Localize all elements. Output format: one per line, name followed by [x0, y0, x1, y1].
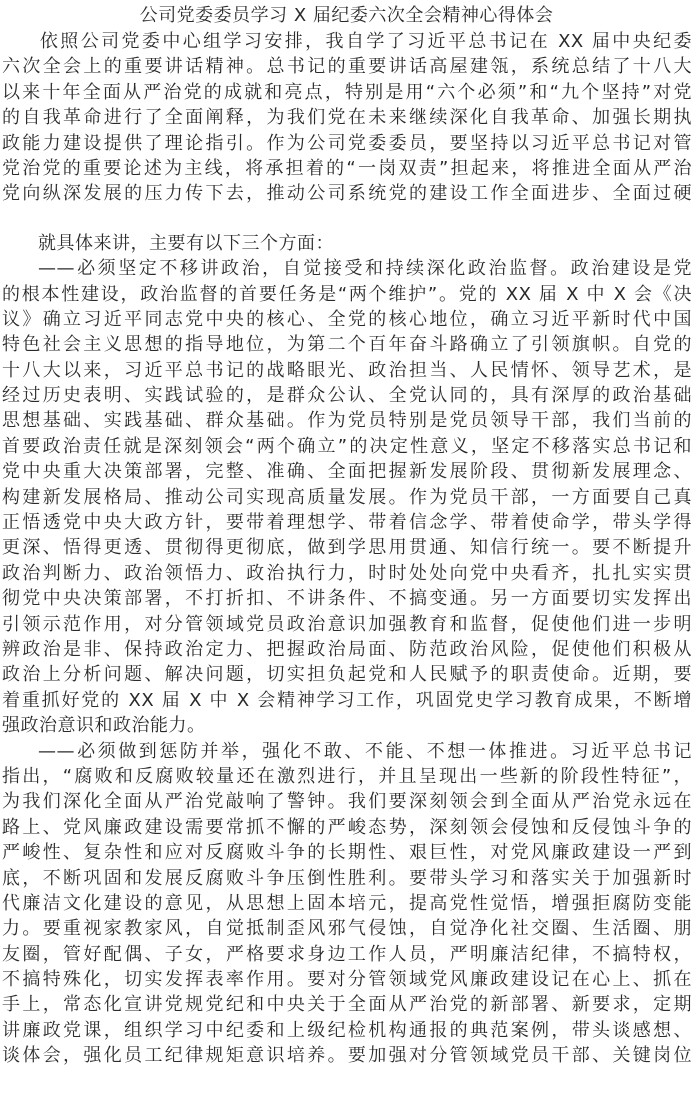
text-line [2, 637, 692, 662]
line-text: 力。要重视家教家风，自觉抵制歪风邪气侵蚀，自觉净化社交圈、生活圈、朋 [2, 918, 692, 940]
line-text: 路上、党风廉政建设需要常抓不懈的严峻态势，深刻领会侵蚀和反侵蚀斗争的 [2, 816, 692, 838]
text-line [2, 282, 692, 307]
document-title: 公司党委委员学习 X 届纪委六次全会精神心得体会 [139, 5, 554, 26]
line-text: 议》确立习近平同志党中央的核心、全党的核心地位，确立习近平新时代中国 [2, 308, 692, 330]
text-line [2, 662, 692, 687]
paragraph-p3 [2, 256, 692, 738]
text-line [2, 105, 692, 130]
text-line [2, 332, 692, 357]
line-text: 就具体来讲，主要有以下三个方面： [38, 232, 334, 254]
paragraph-gap [2, 207, 692, 231]
line-text: 政治上分析问题、解决问题，切实担负起党和人民赋予的职责使命。近期，要 [2, 664, 692, 686]
text-line [2, 967, 692, 992]
line-text: 强政治意识和政治能力。 [2, 715, 206, 737]
line-text: 引领示范作用，对分管领域党员政治意识加强教育和监督，促使他们进一步明 [2, 613, 692, 635]
line-text: 辨政治是非、保持政治定力、把握政治局面、防范政治风险，促使他们积极从 [2, 638, 692, 660]
text-line [2, 535, 692, 560]
text-line [2, 789, 692, 814]
line-text: 着重抓好党的 XX 届 X 中 X 会精神学习工作，巩固党史学习教育成果，不断增 [2, 689, 692, 711]
text-line [2, 840, 692, 865]
document-body [0, 29, 693, 1069]
line-text: 特色社会主义思想的指导地位，为第二个百年奋斗路确立了引领旗帜。自党的 [2, 334, 692, 356]
line-text: 依照公司党委中心组学习安排，我自学了习近平总书记在 XX 届中央纪委 [38, 31, 692, 52]
line-text: 思想基础、实践基础、群众基础。作为党员特别是党员领导干部，我们当前的 [2, 410, 692, 432]
line-text: 谈体会，强化员工纪律规矩意识培养。要加强对分管领域党员干部、关键岗位 [2, 1045, 692, 1067]
line-text: 十八大以来，习近平总书记的战略眼光、政治担当、人民情怀、领导艺术，是 [2, 359, 692, 381]
line-text: 讲廉政党课，组织学习中纪委和上级纪检机构通报的典范案例，带头谈感想、 [2, 1019, 692, 1041]
line-text: 党治党的重要论述为主线，将承担着的“一岗双责”担起来，将推进全面从严治 [2, 157, 692, 179]
text-line [2, 181, 692, 206]
line-text: ——必须做到惩防并举，强化不敢、不能、不想一体推进。习近平总书记 [38, 740, 692, 762]
text-line [2, 29, 692, 54]
text-line [2, 739, 692, 764]
text-line [2, 434, 692, 459]
line-text: 经过历史表明、实践试验的，是群众公认、全党认同的，具有深厚的政治基础 [2, 385, 692, 407]
paragraph-p1 [2, 29, 692, 207]
line-text: ——必须坚定不移讲政治，自觉接受和持续深化政治监督。政治建设是党 [38, 258, 692, 280]
text-line [2, 408, 692, 433]
line-text: 手上，常态化宣讲党规党纪和中央关于全面从严治党的新部署、新要求，定期 [2, 994, 692, 1016]
line-text: 彻党中央决策部署，不打折扣、不讲条件、不搞变通。另一方面要切实发挥出 [2, 588, 692, 610]
text-line [2, 485, 692, 510]
line-text: 党中央重大决策部署，完整、准确、全面把握新发展阶段、贯彻新发展理念、 [2, 461, 692, 483]
line-text: 友圈，管好配偶、子女，严格要求身边工作人员，严明廉洁纪律，不搞特权， [2, 943, 692, 965]
text-line [2, 942, 692, 967]
line-text: 的根本性建设，政治监督的首要任务是“两个维护”。党的 XX 届 X 中 X 会《决 [2, 283, 692, 305]
text-line [2, 383, 692, 408]
text-line [2, 713, 692, 738]
text-line [2, 510, 692, 535]
paragraph-p2 [2, 231, 692, 256]
line-text: 六次全会上的重要讲话精神。总书记的重要讲话高屋建瓴，系统总结了十八大 [2, 56, 692, 78]
line-text: 以来十年全面从严治党的成就和亮点，特别是用“六个必须”和“九个坚持”对党 [2, 81, 692, 103]
text-line [2, 891, 692, 916]
text-line [2, 1043, 692, 1068]
text-line [2, 231, 692, 256]
text-line [2, 54, 692, 79]
text-line [2, 992, 692, 1017]
text-line [2, 256, 692, 281]
line-text: 更深、悟得更透、贯彻得更彻底，做到学思用贯通、知信行统一。要不断提升 [2, 537, 692, 559]
line-text: 首要政治责任就是深刻领会“两个确立”的决定性意义，坚定不移落实总书记和 [2, 435, 692, 457]
line-text: 的自我革命进行了全面阐释，为我们党在未来继续深化自我革命、加强长期执 [2, 107, 692, 129]
text-line [2, 358, 692, 383]
line-text: 指出，“腐败和反腐败较量还在激烈进行，并且呈现出一些新的阶段性特征”， [2, 765, 692, 787]
text-line [2, 764, 692, 789]
text-line [2, 156, 692, 181]
text-line [2, 80, 692, 105]
line-text: 党向纵深发展的压力传下去，推动公司系统党的建设工作全面进步、全面过硬 [2, 183, 692, 205]
text-line [2, 612, 692, 637]
text-line [2, 561, 692, 586]
text-line [2, 688, 692, 713]
line-text: 严峻性、复杂性和应对反腐败斗争的长期性、艰巨性，对党风廉政建设一严到 [2, 842, 692, 864]
text-line [2, 1018, 692, 1043]
line-text: 不搞特殊化，切实发挥表率作用。要对分管领域党风廉政建设记在心上、抓在 [2, 969, 692, 991]
paragraph-p4 [2, 739, 692, 1069]
line-text: 代廉洁文化建设的意见，从思想上固本培元，提高党性觉悟，增强拒腐防变能 [2, 892, 692, 914]
line-text: 政能力建设提供了理论指引。作为公司党委委员，要坚持以习近平总书记对管 [2, 132, 692, 154]
line-text: 正悟透党中央大政方针，要带着理想学、带着信念学、带着使命学，带头学得 [2, 512, 692, 534]
text-line [2, 866, 692, 891]
text-line [2, 459, 692, 484]
text-line [2, 916, 692, 941]
text-line [2, 307, 692, 332]
line-text: 为我们深化全面从严治党敲响了警钟。我们要深刻领会到全面从严治党永远在 [2, 791, 692, 813]
text-line [2, 131, 692, 156]
line-text: 底，不断巩固和发展反腐败斗争压倒性胜利。要带头学习和落实关于加强新时 [2, 867, 692, 889]
text-line [2, 815, 692, 840]
line-text: 政治判断力、政治领悟力、政治执行力，时时处处向党中央看齐，扎扎实实贯 [2, 562, 692, 584]
text-line [2, 586, 692, 611]
line-text: 构建新发展格局、推动公司实现高质量发展。作为党员干部，一方面要自己真 [2, 486, 692, 508]
